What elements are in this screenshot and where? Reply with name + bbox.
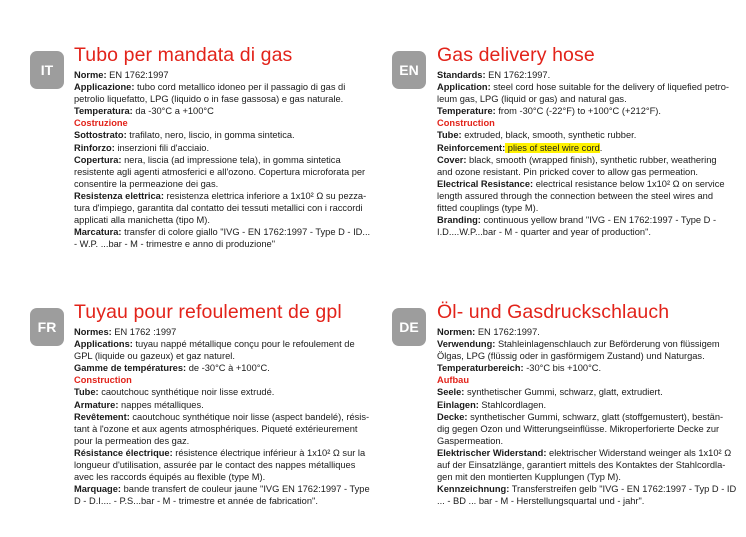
it-temperatura: Temperatura: da -30°C a +100°C [74, 106, 214, 117]
fr-normes: Normes: EN 1762 :1997 [74, 327, 177, 337]
it-resistenza: Resistenza elettrica: resistenza elettrica inferiore a 1x10² Ω su pezza- [74, 190, 367, 201]
en-tube: Tube: extruded, black, smooth, synthetic rubber. [437, 130, 637, 141]
section-it-content [74, 44, 374, 250]
fr-marquage-cont: D - D.I.... - P.S...bar - M - trimestre et année de fabrication". [74, 496, 318, 507]
en-branding: Branding: continuous yellow brand "IVG - EN 1762:1997 - Type D - [437, 215, 717, 226]
en-temperature: Temperature: from -30°C (-22°F) to +100°C (+212°F). [437, 106, 661, 117]
en-cover: Cover: black, smooth (wrapped finish), synthetic rubber, weathering [437, 154, 717, 165]
fr-resistance: Résistance électrique: résistence électrique inférieur à 1x10² Ω sur la [74, 447, 366, 458]
fr-marquage: Marquage: bande transfert de couleur jaune "IVG EN 1762:1997 - Type [74, 484, 370, 495]
en-electrical: Electrical Resistance: electrical resistance below 1x10² Ω on service [437, 178, 725, 189]
fr-armature: Armature: nappes métalliques. [74, 399, 204, 410]
language-badge-de: DE [392, 308, 426, 346]
fr-gamme: Gamme de températures: de -30°C à +100°C. [74, 363, 270, 374]
en-application-cont: leum gas, LPG (liquid or gas) and natural gas. [437, 94, 627, 105]
en-electrical-cont: fitted couplings (type M). [437, 203, 539, 214]
language-badge-it: IT [30, 51, 64, 89]
it-resistenza-cont: applicati alla manichetta (tipo M). [74, 215, 210, 226]
de-verwendung-cont: Ölgas, LPG (flüssig oder in gasförmigem Zustand) und Naturgas. [437, 351, 705, 362]
fr-resistance-cont: longueur d'utilisation, assurée par le contact des nappes métalliques [74, 460, 356, 471]
it-marcatura: Marcatura: transfer di colore giallo "IVG - EN 1762:1997 - Type D - ID... [74, 227, 371, 238]
en-application: Application: steel cord hose suitable for the delivery of liquefied petro- [437, 82, 729, 93]
fr-applications-cont: GPL (liquide ou gazeux) et gaz naturel. [74, 351, 235, 362]
language-badge-fr: FR [30, 308, 64, 346]
section-en-content [437, 44, 737, 238]
de-einlagen: Einlagen: Stahlcordlagen. [437, 399, 547, 410]
de-decke-cont: dig gegen Ozon und Witterungseinflüsse. Mikroperforierte Decke zur [437, 423, 720, 434]
it-resistenza-cont: tura d'impiego, garantita dal contatto dei tessuti metallici con i raccordi [74, 203, 363, 214]
en-electrical-cont: length assured through the connection between the steel wires and [437, 190, 713, 201]
section-de-content [437, 301, 742, 507]
it-applicazione: Applicazione: tubo cord metallico idoneo per il passagio di gas di [74, 82, 346, 93]
de-decke: Decke: synthetischer Gummi, schwarz, glatt (stoffgemustert), bestän- [437, 411, 724, 422]
it-costruzione-heading: Costruzione [74, 118, 128, 129]
section-title-de: Öl- und Gasdruckschlauch [437, 301, 670, 323]
it-copertura-cont: resistente agli agenti atmosferici e all'ozono. Copertura microforata per [74, 166, 366, 177]
section-fr-content [74, 301, 374, 507]
it-copertura-cont: consentire la permeazione dei gas. [74, 178, 219, 189]
it-applicazione-cont: petrolio liquefatto, LPG (liquido o in fase gassosa) e gas naturale. [74, 94, 344, 105]
de-normen: Normen: EN 1762:1997. [437, 327, 540, 337]
it-marcatura-cont: - W.P. ...bar - M - trimestre e anno di produzione" [74, 239, 276, 250]
it-sottostrato: Sottostrato: trafilato, nero, liscio, in gomma sintetica. [74, 130, 295, 141]
en-cover-cont: and ozone resistant. Pin pricked cover to allow gas permeation. [437, 166, 698, 177]
fr-construction-heading: Construction [74, 375, 132, 386]
fr-applications: Applications: tuyau nappé métallique conçu pour le refoulement de [74, 339, 355, 350]
highlighted-text: plies of steel wire cord [505, 142, 600, 153]
fr-revetement-cont: pour la permeation des gaz. [74, 435, 190, 446]
en-construction-heading: Construction [437, 118, 495, 129]
language-badge-en: EN [392, 51, 426, 89]
en-standards: Standards: EN 1762:1997. [437, 70, 551, 80]
fr-resistance-cont: avec les raccords équipés au flexible (type M). [74, 472, 266, 483]
de-widerstand-cont: gen mit den montierten Kupplungen (Typ M). [437, 472, 621, 483]
it-rinforzo: Rinforzo: inserzioni fili d'acciaio. [74, 142, 210, 153]
de-decke-cont: Gaspermeation. [437, 435, 504, 446]
en-reinforcement: Reinforcement: plies of steel wire cord. [437, 142, 603, 153]
it-norme: Norme: EN 1762:1997 [74, 70, 169, 80]
de-widerstand: Elektrischer Widerstand: elektrischer Widerstand weinger als 1x10² Ω [437, 447, 732, 458]
de-seele: Seele: synthetischer Gummi, schwarz, glatt, extrudiert. [437, 387, 663, 398]
de-temperaturbereich: Temperaturbereich: -30°C bis +100°C. [437, 363, 602, 374]
section-title-en: Gas delivery hose [437, 44, 595, 66]
fr-revetement-cont: tant à l'ozone et aux agents atmosphériques. Piqueté extérieurement [74, 423, 358, 434]
fr-tube: Tube: caoutchouc synthétique noir lisse extrudé. [74, 387, 275, 398]
fr-revetement: Revêtement: caoutchouc synthétique noir lisse (aspect bandelé), résis- [74, 411, 370, 422]
section-title-it: Tubo per mandata di gas [74, 44, 293, 66]
de-aufbau-heading: Aufbau [437, 375, 470, 386]
it-copertura: Copertura: nera, liscia (ad impressione tela), in gomma sintetica [74, 154, 341, 165]
en-branding-cont: I.D....W.P...bar - M - quarter and year of production". [437, 227, 651, 238]
de-verwendung: Verwendung: Stahleinlagenschlauch zur Beförderung von flüssigem [437, 339, 720, 350]
de-kennzeichnung-cont: ... - BD ... bar - M - Herstellungsquartal und - jahr". [437, 496, 645, 507]
section-title-fr: Tuyau pour refoulement de gpl [74, 301, 342, 323]
de-widerstand-cont: auf der Einsatzlänge, garantiert mittels des Kontaktes der Stahlcordla- [437, 460, 726, 471]
de-kennzeichnung: Kennzeichnung: Transferstreifen gelb "IVG - EN 1762:1997 - Typ D - ID [437, 484, 737, 495]
